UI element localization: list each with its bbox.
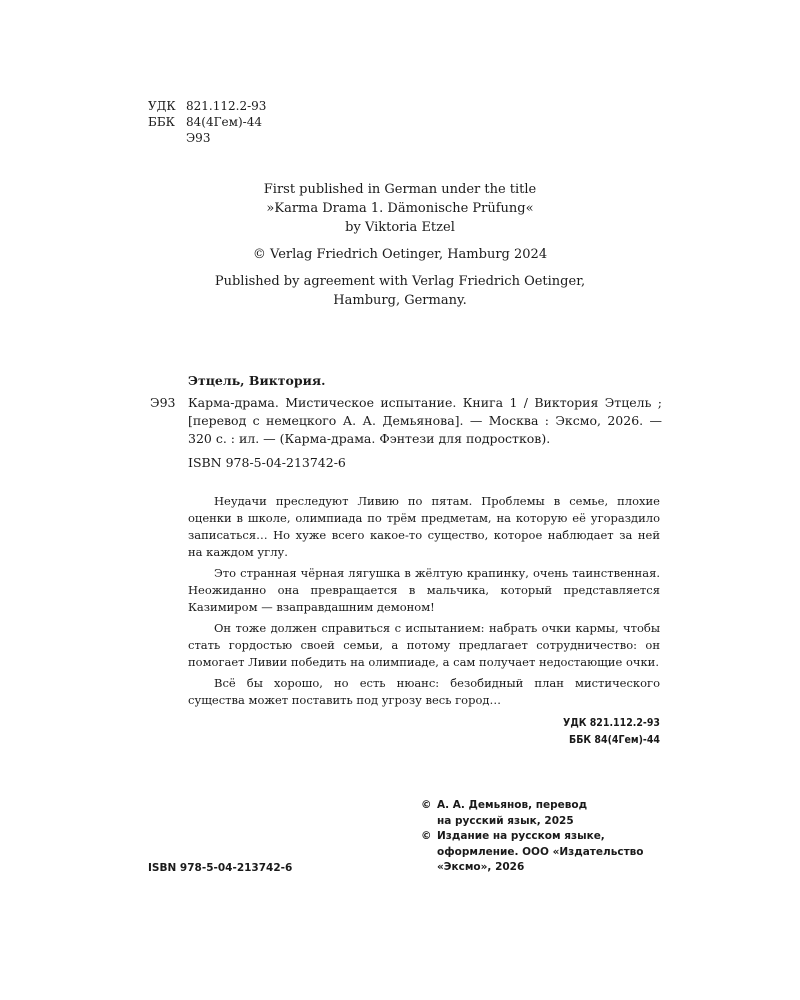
annotation-paragraph: Это странная чёрная лягушка в жёлтую крапинку, очень таинственная. Неожиданно она превращается в мальчика, который представляется Казимиром — взаправдашним демоном! (188, 566, 660, 614)
original-author-line: by Viktoria Etzel (345, 220, 455, 235)
agreement-line-1: Published by agreement with Verlag Friedrich Oetinger, (214, 274, 586, 289)
edition-line-2: оформление. ООО «Издательство (437, 845, 644, 858)
bbk-label: ББК (148, 115, 175, 129)
udk-value: 821.112.2-93 (186, 99, 267, 113)
edition-line-3: «Эксмо», 2026 (437, 861, 525, 873)
author-sign: Э93 (186, 131, 211, 145)
annotation-paragraph: Неудачи преследуют Ливию по пятам. Проблемы в семье, плохие оценки в школе, олимпиада по трём предметам, на которую её угораздило записаться… Но хуже всего какое-то существо, которое наблюдает за ней на каждом углу. (188, 494, 660, 559)
annotation-udk: УДК 821.112.2-93 (563, 717, 660, 729)
annotation-codes (188, 715, 660, 749)
copyright-notices (421, 798, 671, 876)
original-title-line-1: First published in German under the title (263, 182, 537, 197)
record-code: Э93 (150, 395, 176, 410)
copyright-symbol: © (421, 830, 432, 842)
footer-isbn: ISBN 978-5-04-213742-6 (148, 862, 293, 874)
annotation-paragraph: Всё бы хорошо, но есть нюанс: безобидный план мистического существа может поставить под угрозу весь город… (188, 676, 660, 707)
udk-row (148, 98, 266, 114)
translation-line-1: А. А. Демьянов, перевод (437, 799, 588, 811)
agreement-line-2: Hamburg, Germany. (333, 293, 467, 308)
original-edition-notice (150, 180, 650, 310)
copyright-symbol: © (421, 799, 432, 811)
original-title-line-2: »Karma Drama 1. Dämonische Prüfung« (266, 201, 534, 216)
classification-codes (148, 98, 266, 146)
annotation (188, 493, 660, 749)
record-isbn: ISBN 978-5-04-213742-6 (188, 455, 346, 470)
record-author: Этцель, Виктория. (188, 373, 326, 388)
record-description: Карма-драма. Мистическое испытание. Книга 1 / Виктория Этцель ; [перевод с немецкого А. А. Демьянова]. — Москва : Эксмо, 2026. — 320 с. : ил. — (Карма-драма. Фэнтези для подростков). (188, 395, 662, 446)
bibliographic-record (150, 372, 662, 472)
edition-line-1: Издание на русском языке, (437, 830, 605, 842)
translation-line-2: на русский язык, 2025 (437, 814, 574, 827)
annotation-paragraph: Он тоже должен справиться с испытанием: набрать очки кармы, чтобы стать гордостью своей семьи, а потому предлагает сотрудничество: он помогает Ливии победить на олимпиаде, а сам получает недостающие очки. (188, 621, 660, 669)
bbk-row (148, 114, 266, 130)
translation-copyright (421, 798, 671, 829)
original-copyright: © Verlag Friedrich Oetinger, Hamburg 2024 (252, 247, 548, 262)
edition-copyright (421, 829, 671, 876)
record-entry (150, 394, 662, 448)
annotation-bbk: ББК 84(4Гем)-44 (569, 734, 660, 746)
bbk-value: 84(4Гем)-44 (186, 115, 262, 129)
udk-label: УДК (148, 99, 176, 113)
